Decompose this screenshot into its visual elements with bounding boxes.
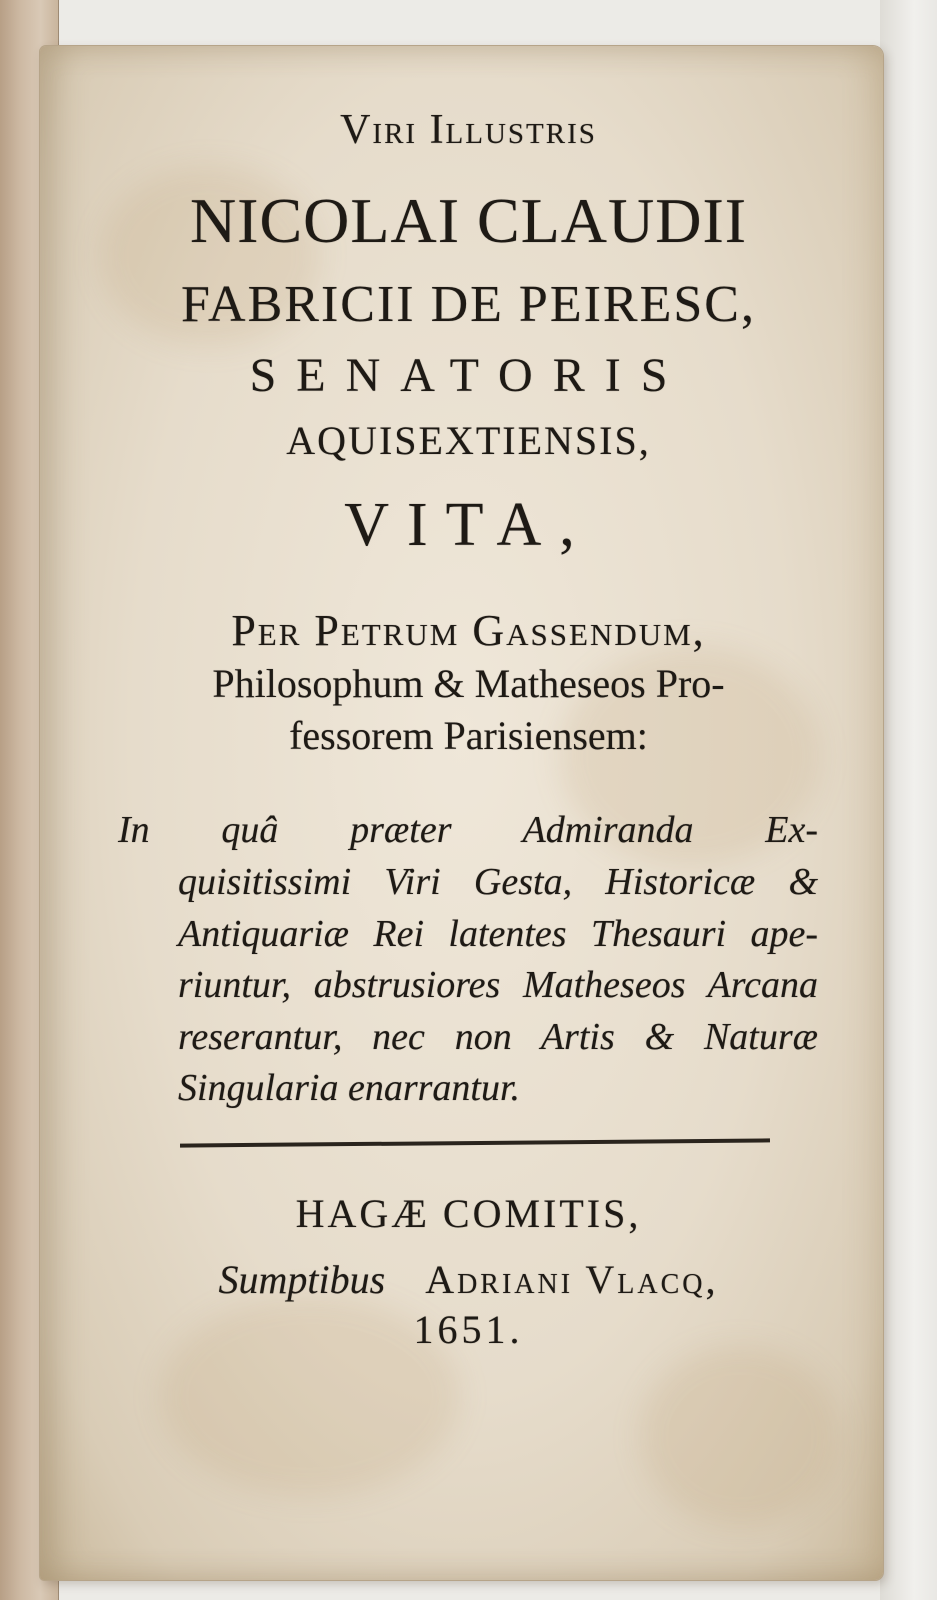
imprint-place: HAGÆ COMITIS, — [295, 1191, 642, 1236]
title-line-name: NICOLAI CLAUDII — [189, 185, 748, 256]
title-line-vita: VITA, — [344, 491, 593, 559]
italic-block-line: Antiquariæ Rei latentes Thesauri ape- — [178, 913, 818, 955]
italic-block-line: reserantur, nec non Artis & Naturæ — [178, 1016, 818, 1058]
author-description-2: fessorem Parisiensem: — [289, 713, 648, 758]
italic-block-line: In quâ præter Admiranda Ex- — [118, 809, 818, 851]
title-line-senatoris: SENATORIS — [249, 349, 688, 402]
italic-block-line: riuntur, abstrusiores Matheseos Arcana — [178, 964, 818, 1006]
imprint-publisher-line — [0, 1256, 937, 1303]
author-description-1: Philosophum & Matheseos Pro- — [212, 661, 725, 706]
imprint-publisher-prefix: Sumptibus — [218, 1257, 386, 1302]
imprint-year: 1651. — [413, 1307, 524, 1352]
title-line-viri-illustris: Viri Illustris — [340, 107, 597, 153]
italic-block-line: quisitissimi Viri Gesta, Historicæ & — [178, 861, 818, 903]
italic-block-line: Singularia enarrantur. — [178, 1067, 521, 1109]
imprint-publisher: Adriani Vlacq, — [425, 1257, 719, 1302]
title-line-aquisextiensis: AQUISEXTIENSIS, — [286, 418, 651, 463]
title-line-fabricii: FABRICII DE PEIRESC, — [181, 276, 756, 333]
author-line: Per Petrum Gassendum, — [231, 606, 706, 655]
